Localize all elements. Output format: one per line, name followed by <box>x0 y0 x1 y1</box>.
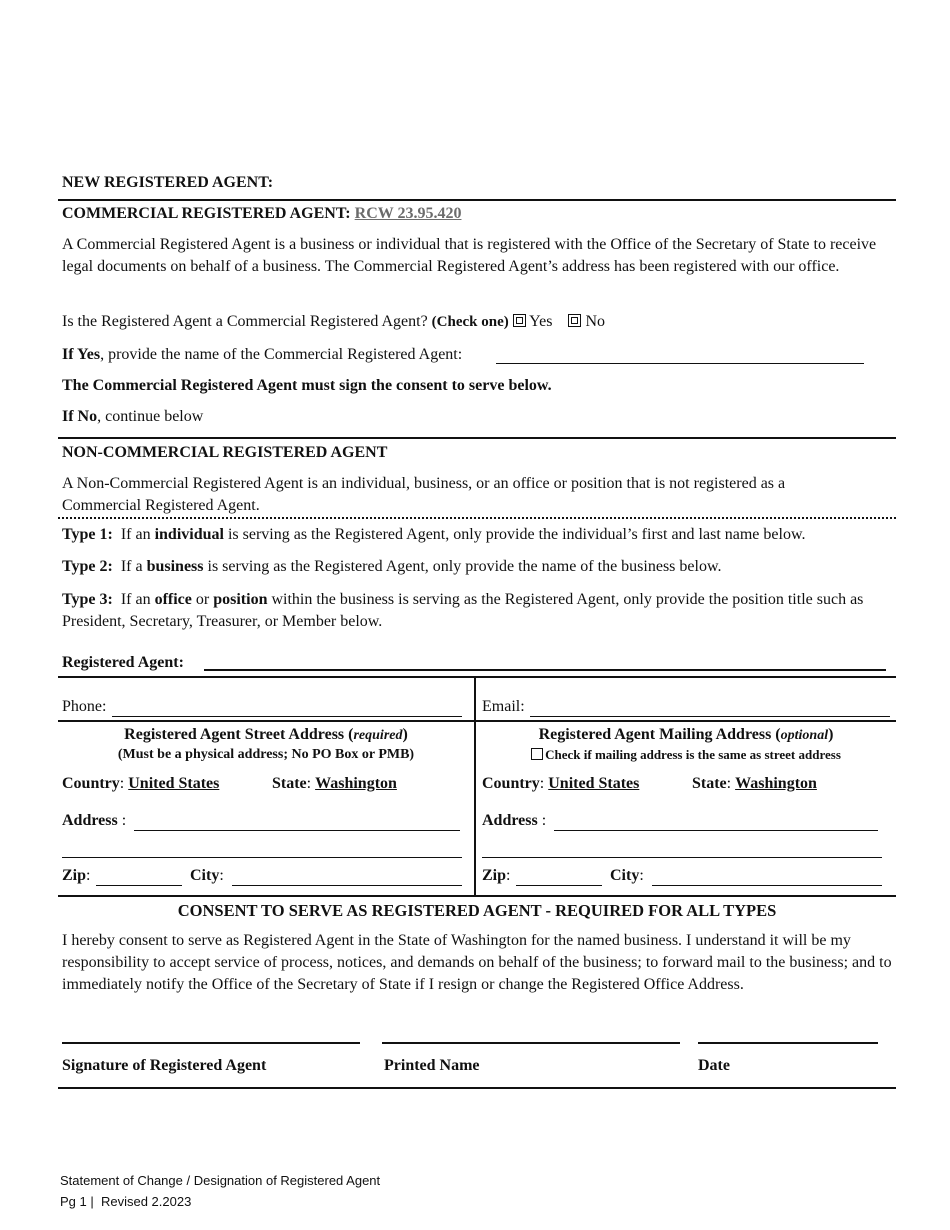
mailing-state-row: State: Washington <box>692 775 817 792</box>
zip-label: Zip <box>482 867 507 884</box>
street-state-row: State: Washington <box>272 775 397 792</box>
footer-revised: Revised 2.2023 <box>100 1194 192 1209</box>
country-label: Country <box>482 775 540 792</box>
registered-agent-label: Registered Agent: <box>62 654 184 671</box>
type1-text-a: If an <box>120 526 151 543</box>
date-field[interactable] <box>698 1028 878 1044</box>
type2-row <box>62 558 721 576</box>
printed-name-label: Printed Name <box>384 1057 480 1074</box>
street-title-text: Registered Agent Street Address ( <box>124 726 354 743</box>
mailing-address-title <box>476 726 896 744</box>
if-no-bold: If No <box>62 408 98 425</box>
yes-label: Yes <box>529 313 553 330</box>
email-label: Email: <box>482 698 525 715</box>
divider <box>58 199 896 201</box>
commercial-question: Is the Registered Agent a Commercial Registered Agent? <box>62 313 428 330</box>
type3-text-a: If an <box>120 591 151 608</box>
registered-agent-field[interactable] <box>204 652 886 671</box>
if-yes-text: , provide the name of the Commercial Registered Agent: <box>100 346 463 363</box>
country-value: United States <box>128 775 220 792</box>
table-divider <box>58 720 896 722</box>
street-country-row: Country: United States <box>62 775 220 792</box>
no-checkbox[interactable] <box>568 314 581 327</box>
street-close-text: ) <box>402 726 408 743</box>
state-value: Washington <box>315 775 397 792</box>
mailing-zip-field[interactable] <box>516 868 602 886</box>
street-address-field[interactable] <box>134 813 460 831</box>
mailing-title-text: Registered Agent Mailing Address ( <box>538 726 781 743</box>
commercial-description: A Commercial Registered Agent is a business or individual that is registered with the Office of the Secretary of State to receive legal documents on behalf of a business. The Commercial Registered Agent’s address has been registered with our office. <box>62 236 877 275</box>
type3-row <box>62 589 892 633</box>
phone-field[interactable] <box>112 699 462 717</box>
type1-row <box>62 526 805 544</box>
commercial-agent-name-field[interactable] <box>496 346 864 364</box>
footer-page-info <box>60 1194 191 1209</box>
city-label: City <box>190 867 220 884</box>
street-zip-row: Zip: <box>62 867 91 884</box>
consent-bottom-border <box>58 1087 896 1089</box>
street-address-title <box>58 726 474 744</box>
signature-label: Signature of Registered Agent <box>62 1057 267 1074</box>
zip-label: Zip <box>62 867 87 884</box>
type2-text-c: is serving as the Registered Agent, only provide the name of the business below. <box>207 558 722 575</box>
commercial-title-row <box>62 205 461 223</box>
same-address-row <box>476 747 896 763</box>
email-field[interactable] <box>530 699 890 717</box>
dotted-divider <box>58 517 896 519</box>
mailing-city-row: City: <box>610 867 644 884</box>
street-city-row: City: <box>190 867 224 884</box>
country-value: United States <box>548 775 640 792</box>
noncommercial-description: A Non-Commercial Registered Agent is an individual, business, or an office or position that is not registered as a Commercial Registered Agent. <box>62 475 786 514</box>
mailing-address-row: Address : <box>482 812 547 829</box>
table-top-border <box>58 676 896 678</box>
type3-text-c: position <box>213 591 268 608</box>
address-label: Address <box>62 812 118 829</box>
mailing-country-row: Country: United States <box>482 775 640 792</box>
phone-label: Phone: <box>62 698 107 715</box>
type3-label: Type 3: <box>62 591 113 608</box>
consent-text: I hereby consent to serve as Registered Agent in the State of Washington for the named business. I understand it will be my responsibility to accept service of process, notices, and demands on behalf of the business; to forward mail to the business; and to immediately notify the Office of the Secretary of State if I resign or change the Registered Office Address. <box>62 932 892 993</box>
commercial-title: COMMERCIAL REGISTERED AGENT: <box>62 205 351 222</box>
new-agent-title: NEW REGISTERED AGENT: <box>62 174 274 191</box>
type1-text-c: is serving as the Registered Agent, only provide the individual’s first and last name below. <box>227 526 806 543</box>
if-no-text: , continue below <box>97 408 204 425</box>
mailing-close-text: ) <box>828 726 834 743</box>
country-label: Country <box>62 775 120 792</box>
street-address-line2-field[interactable] <box>62 842 462 858</box>
address-label: Address <box>482 812 538 829</box>
street-required-text: required <box>353 728 403 743</box>
footer-form-title: Statement of Change / Designation of Registered Agent <box>60 1173 381 1188</box>
signature-field[interactable] <box>62 1028 360 1044</box>
street-city-field[interactable] <box>232 868 462 886</box>
noncommercial-title: NON-COMMERCIAL REGISTERED AGENT <box>62 444 388 461</box>
street-address-note: (Must be a physical address; No PO Box or PMB) <box>117 747 415 762</box>
street-zip-field[interactable] <box>96 868 182 886</box>
mailing-zip-row: Zip: <box>482 867 511 884</box>
mailing-address-field[interactable] <box>554 813 878 831</box>
street-address-row: Address : <box>62 812 127 829</box>
mailing-optional-text: optional <box>780 728 829 743</box>
table-center-divider <box>474 677 476 895</box>
if-no-row <box>62 408 203 426</box>
if-yes-row <box>62 346 462 364</box>
must-sign-note: The Commercial Registered Agent must sign the consent to serve below. <box>62 377 552 394</box>
check-one-note: (Check one) <box>431 314 509 330</box>
divider <box>58 437 896 439</box>
type1-label: Type 1: <box>62 526 113 543</box>
rcw-link[interactable]: RCW 23.95.420 <box>354 205 462 222</box>
date-label: Date <box>698 1057 730 1074</box>
state-value: Washington <box>735 775 817 792</box>
state-label: State <box>272 775 307 792</box>
type1-text-b: individual <box>154 526 224 543</box>
no-label: No <box>585 313 605 330</box>
type3-text-b: office <box>154 591 192 608</box>
type3-text-or: or <box>195 591 210 608</box>
table-bottom-border <box>58 895 896 897</box>
type3-text-d: within the business is serving as the Registered Agent, only provide the position title such as President, Secretary, Treasurer, or Member below. <box>62 591 864 630</box>
printed-name-field[interactable] <box>382 1028 680 1044</box>
city-label: City <box>610 867 640 884</box>
commercial-question-row <box>62 313 605 331</box>
same-address-label: Check if mailing address is the same as street address <box>545 747 841 762</box>
mailing-city-field[interactable] <box>652 868 882 886</box>
consent-title: CONSENT TO SERVE AS REGISTERED AGENT - REQUIRED FOR ALL TYPES <box>177 901 777 920</box>
if-yes-bold: If Yes <box>62 346 101 363</box>
footer-page: Pg 1 | <box>60 1194 94 1209</box>
type2-label: Type 2: <box>62 558 113 575</box>
type2-text-a: If a <box>120 558 143 575</box>
mailing-address-line2-field[interactable] <box>482 842 882 858</box>
same-address-checkbox[interactable] <box>531 748 543 760</box>
state-label: State <box>692 775 727 792</box>
yes-checkbox[interactable] <box>513 314 526 327</box>
type2-text-b: business <box>146 558 204 575</box>
